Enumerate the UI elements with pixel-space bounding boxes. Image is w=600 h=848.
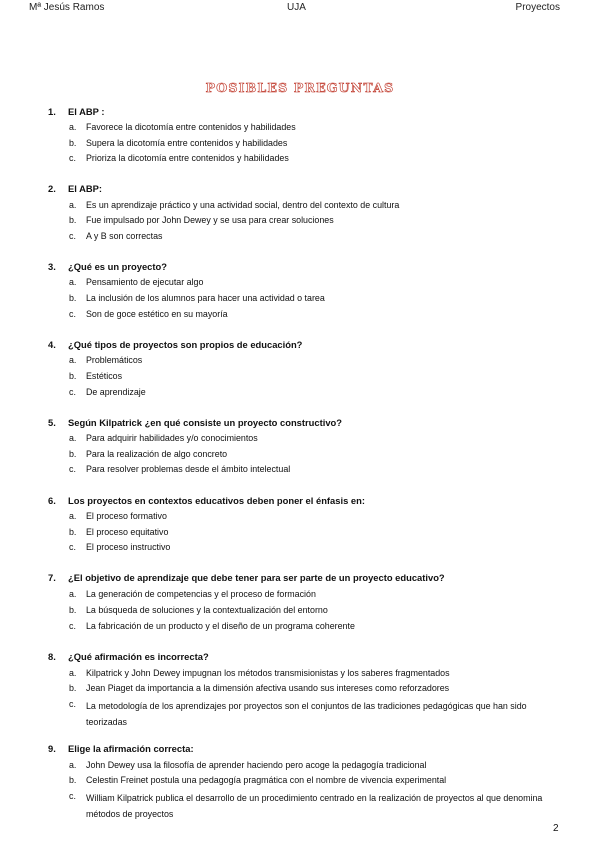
question-number: 6. [48,495,56,506]
question-text: ¿Qué afirmación es incorrecta? [68,651,209,662]
question-text: Según Kilpatrick ¿en qué consiste un proyecto constructivo? [68,417,343,428]
header-subject: Proyectos [515,2,560,13]
header-institution: UJA [287,2,306,13]
question-number: 7. [48,572,56,583]
question-text: El ABP: [68,183,103,194]
question-text: Elige la afirmación correcta: [68,743,194,754]
question-text: ¿Qué es un proyecto? [68,261,167,272]
question-text: ¿Qué tipos de proyectos son propios de educación? [68,339,303,350]
question-number: 5. [48,417,56,428]
question-number: 3. [48,261,56,272]
header-author: Mª Jesús Ramos [29,2,105,13]
question-number: 8. [48,651,56,662]
question-text: El ABP : [68,106,105,117]
question-number: 9. [48,743,56,754]
question-text: Los proyectos en contextos educativos deben poner el énfasis en: [68,495,365,506]
question-text: ¿El objetivo de aprendizaje que debe tener para ser parte de un proyecto educativo? [68,572,445,583]
page-title: POSIBLES PREGUNTAS [205,80,395,95]
question-number: 4. [48,339,56,350]
page-number: 2 [553,823,559,834]
question-number: 1. [48,106,56,117]
question-number: 2. [48,183,56,194]
